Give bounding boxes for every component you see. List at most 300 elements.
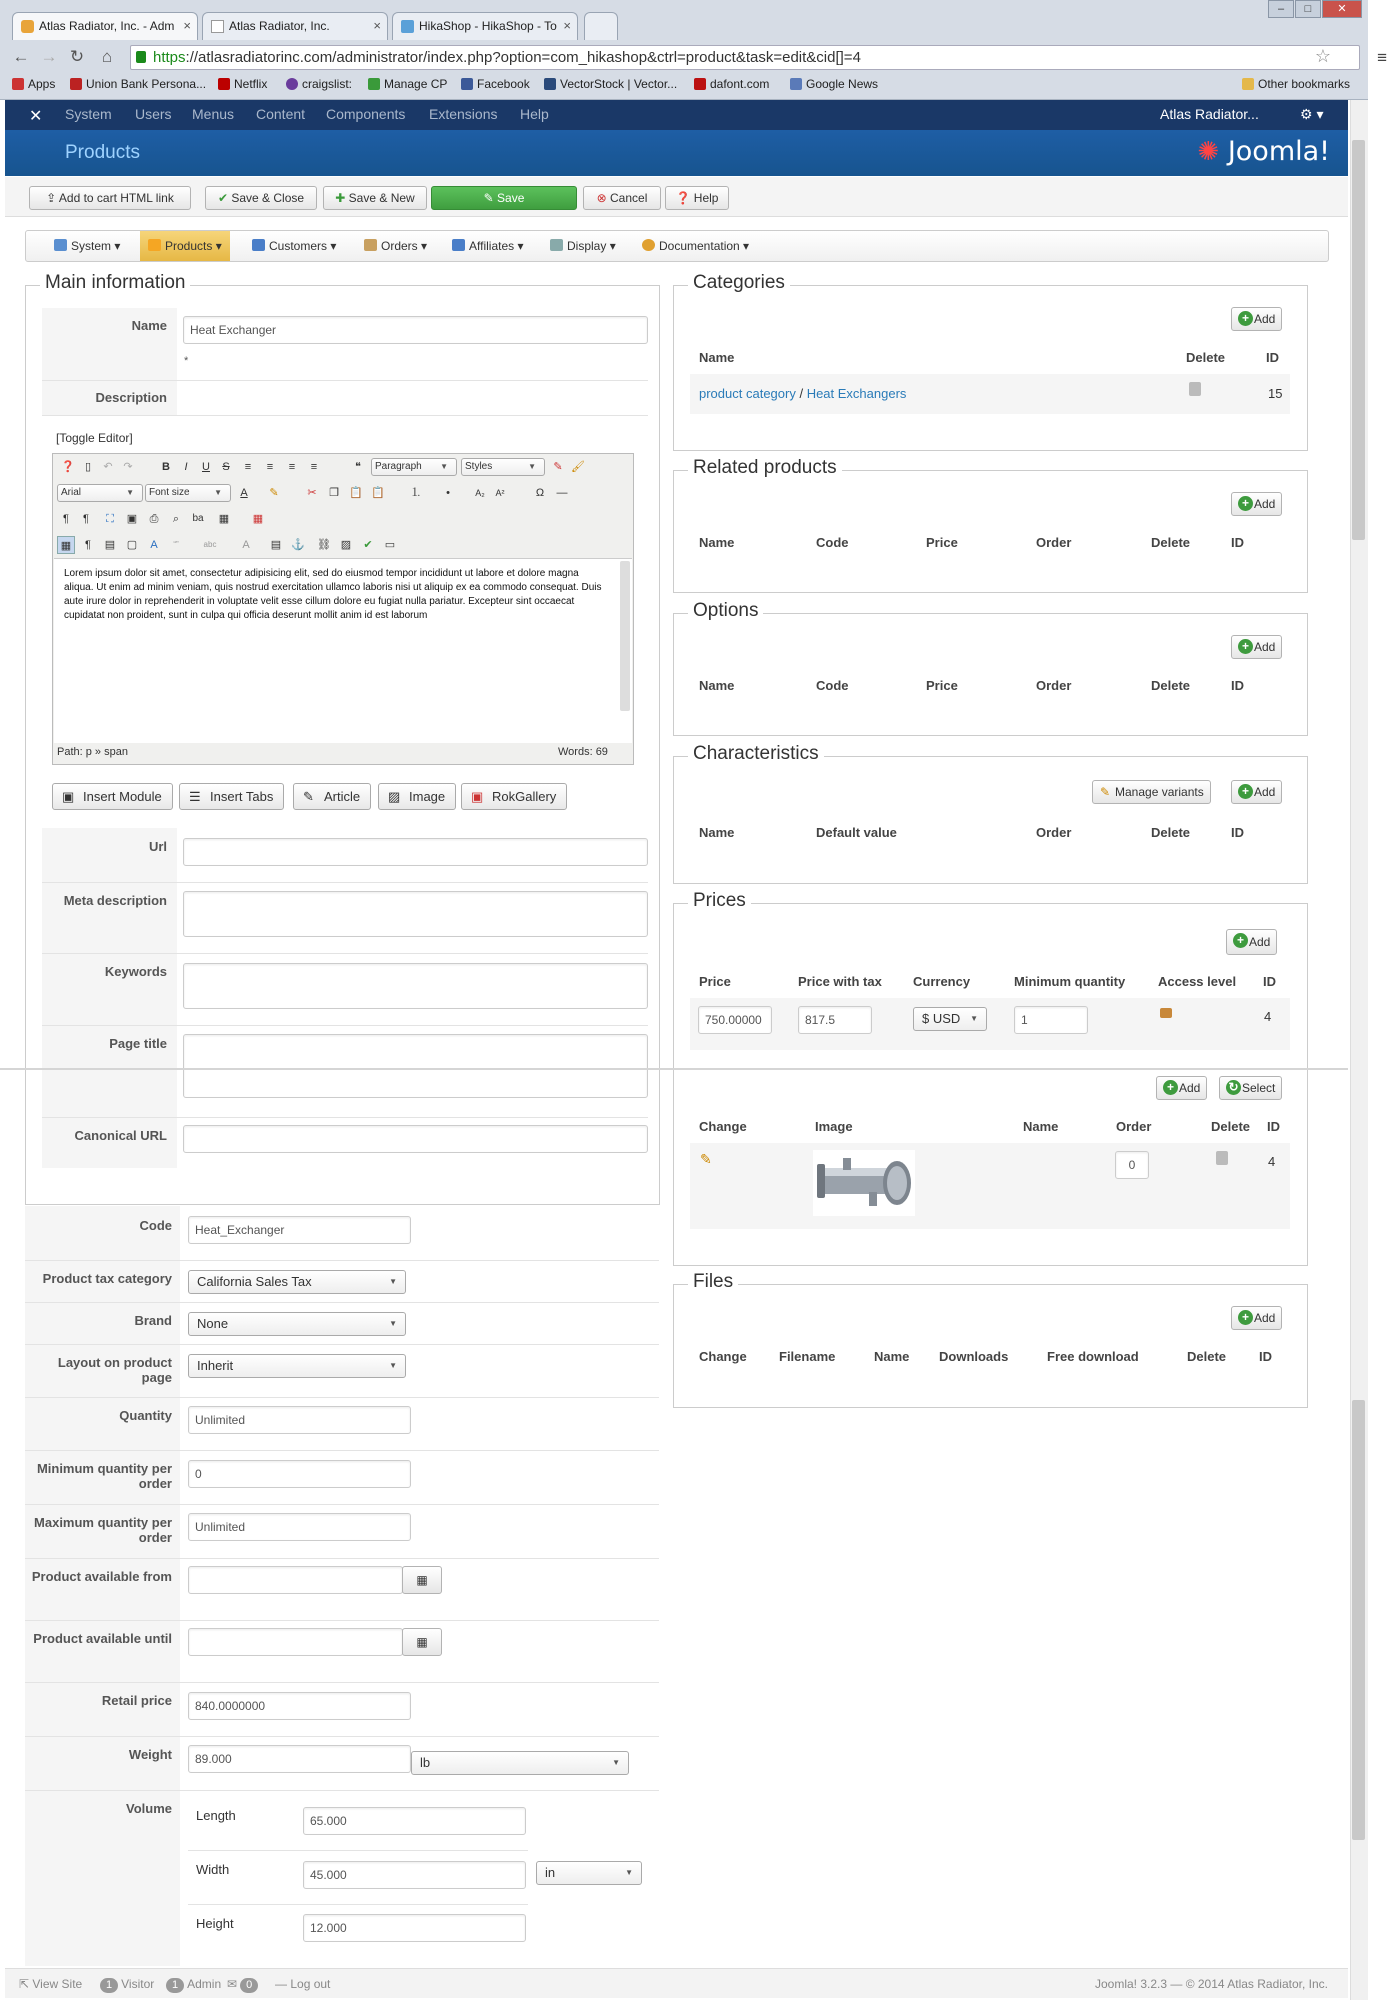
price-id: 4 xyxy=(1264,1009,1272,1024)
editor-path: Path: p » span xyxy=(57,746,128,758)
col-free-download: Free download xyxy=(1047,1349,1139,1364)
save-button[interactable]: ✎ Save xyxy=(431,186,577,210)
save-close-button[interactable]: ✔ Save & Close xyxy=(205,186,317,210)
url-input[interactable] xyxy=(183,838,648,866)
row-divider xyxy=(25,1558,659,1559)
rich-text-editor xyxy=(52,453,634,765)
col-delete: Delete xyxy=(1151,825,1191,840)
meta-description-textarea[interactable] xyxy=(183,891,648,937)
price-input[interactable]: 750.00000 xyxy=(698,1006,772,1034)
col-delete: Delete xyxy=(1187,1349,1227,1364)
length-label: Length xyxy=(196,1808,236,1823)
table-row xyxy=(690,1143,1290,1229)
numbered-list-icon[interactable]: ⒈ xyxy=(410,487,422,499)
col-id: ID xyxy=(1231,535,1244,550)
cleanup-icon[interactable]: 🖌 xyxy=(571,461,585,473)
spellcheck-icon[interactable]: A xyxy=(150,539,158,551)
italic-icon[interactable]: I xyxy=(184,461,188,473)
upload-icon: ⇪ xyxy=(46,191,59,205)
keywords-label: Keywords xyxy=(104,964,167,979)
rokgallery-icon: ▣ xyxy=(471,789,484,804)
weight-unit-select[interactable]: lb ▼ xyxy=(411,1751,629,1775)
add-price-button[interactable]: + Add xyxy=(1226,929,1277,955)
insert-module-button[interactable]: ▣ Insert Module xyxy=(52,783,173,810)
col-name: Name xyxy=(699,825,735,840)
help-button[interactable]: ❓ Help xyxy=(665,186,729,210)
min-quantity-price-input[interactable]: 1 xyxy=(1014,1006,1088,1034)
code-input[interactable]: Heat_Exchanger xyxy=(188,1216,411,1244)
folder-icon xyxy=(1242,78,1254,90)
col-price: Price xyxy=(699,974,731,989)
row-divider xyxy=(25,1450,659,1451)
files-fieldset xyxy=(673,1284,1308,1408)
page-title-textarea[interactable] xyxy=(183,1034,648,1098)
omega-icon[interactable]: Ω xyxy=(535,487,545,499)
strikethrough-icon[interactable]: S xyxy=(222,461,230,473)
bookmark-union-bank[interactable]: Union Bank Persona... xyxy=(70,77,206,91)
row-divider xyxy=(42,882,648,883)
dimension-unit-select[interactable]: in ▼ xyxy=(536,1861,642,1885)
add-icon: + xyxy=(1163,1080,1178,1095)
prices-legend: Prices xyxy=(688,890,751,912)
col-id: ID xyxy=(1267,1119,1280,1134)
bookmark-facebook[interactable]: Facebook xyxy=(461,77,530,91)
paste-icon[interactable]: 📋 xyxy=(349,487,363,499)
add-characteristic-button[interactable]: + Add xyxy=(1231,780,1282,804)
documentation-icon xyxy=(642,239,655,251)
col-order: Order xyxy=(1036,825,1072,840)
hika-menu-affiliates[interactable]: Affiliates ▾ xyxy=(444,231,532,261)
related-products-legend: Related products xyxy=(688,457,842,479)
col-downloads: Downloads xyxy=(939,1349,1009,1364)
options-legend: Options xyxy=(688,600,763,622)
col-id: ID xyxy=(1266,350,1279,365)
available-from-input[interactable] xyxy=(188,1566,403,1594)
find-icon[interactable]: ⌕ xyxy=(172,513,180,525)
row-divider xyxy=(42,1025,648,1026)
rokgallery-button[interactable]: ▣ RokGallery xyxy=(461,783,567,810)
messages-count: ✉ 0 xyxy=(227,1977,261,1993)
anchor-icon[interactable]: ⚓ xyxy=(291,539,305,551)
tax-category-label: Product tax category xyxy=(42,1271,172,1286)
tab-title: Atlas Radiator, Inc. xyxy=(229,19,330,33)
main-information-legend: Main information xyxy=(40,272,190,294)
col-change: Change xyxy=(699,1349,747,1364)
col-filename: Filename xyxy=(779,1349,836,1364)
category-path[interactable]: product category / Heat Exchangers xyxy=(699,386,907,401)
bookmark-star-icon[interactable]: ☆ xyxy=(1314,46,1331,66)
hikashop-favicon-icon xyxy=(401,20,414,33)
hika-menu-system[interactable]: System ▾ xyxy=(46,231,128,261)
hika-menu-orders[interactable]: Orders ▾ xyxy=(356,231,435,261)
calendar-from-button[interactable] xyxy=(402,1566,442,1594)
admin-count: 1 Admin xyxy=(163,1977,221,1993)
logout-link[interactable]: — Log out xyxy=(275,1977,331,1991)
page-title-label: Page title xyxy=(109,1036,167,1051)
editor-content-area[interactable] xyxy=(54,558,632,743)
highlight-icon[interactable]: ✎ xyxy=(269,487,279,499)
cite-icon[interactable]: “” xyxy=(173,540,179,549)
cut-icon[interactable]: ✂ xyxy=(307,487,317,499)
row-divider xyxy=(25,1397,659,1398)
col-code: Code xyxy=(816,678,849,693)
url-path: ://atlasradiatorinc.com/administrator/index.php?option=com_hikashop&ctrl=product&task=edit&cid[]=4 xyxy=(185,49,861,66)
menu-menus[interactable]: Menus xyxy=(192,106,235,122)
affiliates-icon xyxy=(452,239,465,251)
heat-exchanger-image xyxy=(813,1150,915,1216)
joomla-top-menu xyxy=(5,100,1348,130)
col-change: Change xyxy=(699,1119,747,1134)
browser-tab-site[interactable] xyxy=(202,12,388,40)
categories-fieldset xyxy=(673,285,1308,451)
add-icon: + xyxy=(1238,1310,1253,1325)
view-site-link[interactable]: ⇱ View Site xyxy=(19,1977,83,1991)
add-related-button[interactable]: + Add xyxy=(1231,492,1282,516)
calendar-until-button[interactable] xyxy=(402,1628,442,1656)
required-mark: * xyxy=(184,355,189,367)
insert-date-icon[interactable]: ✔ xyxy=(363,539,373,551)
hika-menu-display[interactable]: Display ▾ xyxy=(542,231,624,261)
address-bar[interactable] xyxy=(130,45,1387,70)
maximize-icon[interactable]: □ xyxy=(1295,0,1321,18)
menu-extensions[interactable]: Extensions xyxy=(429,106,498,122)
files-legend: Files xyxy=(688,1271,738,1293)
products-icon xyxy=(148,239,161,251)
help-icon[interactable]: ❓ xyxy=(61,461,75,473)
tools-icon xyxy=(54,239,67,251)
col-image: Image xyxy=(815,1119,853,1134)
col-delete: Delete xyxy=(1151,535,1191,550)
vectorstock-icon xyxy=(544,78,556,90)
bold-icon[interactable]: B xyxy=(162,461,170,473)
row-divider xyxy=(25,1504,659,1505)
category-id: 15 xyxy=(1268,386,1283,401)
gear-icon[interactable]: ⚙ ▾ xyxy=(1300,106,1324,122)
bookmark-vectorstock[interactable]: VectorStock | Vector... xyxy=(544,77,677,91)
col-name: Name xyxy=(699,535,735,550)
font-size-select[interactable]: Font size ▼ xyxy=(145,484,231,502)
edit-icon: ✎ xyxy=(483,191,498,205)
back-icon[interactable]: ← xyxy=(12,47,30,66)
page-favicon-icon xyxy=(211,20,224,33)
height-label: Height xyxy=(196,1916,234,1931)
add-icon: + xyxy=(1238,639,1253,654)
menu-components[interactable]: Components xyxy=(326,106,406,122)
module-icon: ▣ xyxy=(62,789,75,804)
editor-text: Lorem ipsum dolor sit amet, consectetur adipisicing elit, sed do eiusmod tempor incididunt ut labore et dolore magna aliqua. Ut enim ad minim veniam, quis nostrud exercitation ullamco laboris nisi ut aliquip ex ea commodo consequat. Duis aute irure dolor in reprehenderit in voluptate velit esse cillum dolore eu fugiat nulla pariatur. Excepteur sint occaecat cupidatat non proident, sunt in culpa qui officia deserunt mollit anim id est laborum xyxy=(64,568,602,621)
template-icon[interactable]: ▤ xyxy=(104,539,116,551)
row-divider xyxy=(42,1117,648,1118)
col-id: ID xyxy=(1259,1349,1272,1364)
height-input[interactable]: 12.000 xyxy=(303,1914,526,1942)
col-delete: Delete xyxy=(1186,350,1226,365)
col-min-quantity: Minimum quantity xyxy=(1014,974,1126,989)
joomla-logo: ✺ Joomla! xyxy=(1197,136,1330,167)
bookmark-manage-cp[interactable]: Manage CP xyxy=(368,77,447,91)
copyright-text: Joomla! 3.2.3 — © 2014 Atlas Radiator, Inc. xyxy=(1095,1977,1328,1991)
image-icon[interactable]: ▨ xyxy=(340,539,352,551)
brand-label: Brand xyxy=(134,1313,172,1328)
redo-icon[interactable]: ↷ xyxy=(123,461,133,473)
table-row xyxy=(690,998,1290,1050)
toolbar xyxy=(5,177,1348,217)
cancel-button[interactable]: ⊗ Cancel xyxy=(583,186,661,210)
retail-price-input[interactable]: 840.0000000 xyxy=(188,1692,411,1720)
attribs-icon[interactable]: ▤ xyxy=(270,539,282,551)
weight-input[interactable]: 89.000 xyxy=(188,1745,411,1773)
volume-label: Volume xyxy=(126,1801,172,1816)
layout-label: Layout on product page xyxy=(57,1355,172,1385)
align-right-icon[interactable]: ≡ xyxy=(288,461,296,473)
edit-image-icon[interactable]: ✎ xyxy=(700,1151,712,1167)
word-count: Words: 69 xyxy=(558,746,608,758)
add-icon: + xyxy=(1233,933,1248,948)
menu-users[interactable]: Users xyxy=(135,106,172,122)
page-title: Products xyxy=(65,142,140,163)
add-file-button[interactable]: + Add xyxy=(1231,1306,1282,1330)
home-icon[interactable]: ⌂ xyxy=(101,47,113,66)
print-icon[interactable]: ⎙ xyxy=(149,513,159,525)
question-icon: ❓ xyxy=(675,191,694,205)
link-icon[interactable]: ⛓ xyxy=(317,539,331,551)
bookmark-apps[interactable]: Apps xyxy=(12,77,55,91)
col-id: ID xyxy=(1231,678,1244,693)
name-label: Name xyxy=(131,318,167,333)
min-quantity-input[interactable]: 0 xyxy=(188,1460,411,1488)
clear-format-icon[interactable]: ✎ xyxy=(553,461,563,473)
reload-icon[interactable]: ↻ xyxy=(69,47,85,66)
add-option-button[interactable]: + Add xyxy=(1231,635,1282,659)
image-id: 4 xyxy=(1268,1154,1276,1169)
calendar-icon: ▦ xyxy=(416,1635,428,1649)
row-divider xyxy=(42,953,648,954)
canonical-url-input[interactable] xyxy=(183,1125,648,1153)
scrollbar-thumb[interactable] xyxy=(1352,1400,1365,1840)
hika-menu-documentation[interactable]: Documentation ▾ xyxy=(634,231,757,261)
bookmark-netflix[interactable]: Netflix xyxy=(218,77,267,91)
browser-tab-hikashop[interactable] xyxy=(392,12,578,40)
width-input[interactable]: 45.000 xyxy=(303,1861,526,1889)
close-tab-icon[interactable]: × xyxy=(183,18,191,33)
underline-icon[interactable]: U xyxy=(202,461,210,473)
justify-icon[interactable]: ≡ xyxy=(310,461,318,473)
keywords-textarea[interactable] xyxy=(183,963,648,1009)
visual-aid-icon[interactable]: ▢ xyxy=(126,539,138,551)
article-button[interactable]: ✎ Article xyxy=(293,783,371,810)
ltr-icon[interactable]: ¶ xyxy=(63,513,69,525)
add-image-button[interactable]: + Add xyxy=(1156,1076,1207,1100)
align-left-icon[interactable]: ≡ xyxy=(244,461,252,473)
row-divider xyxy=(25,1302,659,1303)
brand-select[interactable]: None ▼ xyxy=(188,1312,406,1336)
visitor-count: 1 Visitor xyxy=(97,1977,154,1993)
bookmark-craigslist[interactable]: craigslist: xyxy=(286,77,352,91)
length-input[interactable]: 65.000 xyxy=(303,1807,526,1835)
customers-icon xyxy=(252,239,265,251)
col-order: Order xyxy=(1036,535,1072,550)
quantity-input[interactable]: Unlimited xyxy=(188,1406,411,1434)
superscript-icon[interactable]: A² xyxy=(495,488,505,498)
width-label: Width xyxy=(196,1862,230,1877)
dafont-icon xyxy=(694,78,706,90)
trash-icon[interactable] xyxy=(1189,382,1201,396)
tab-title: Atlas Radiator, Inc. - Adm xyxy=(39,19,175,33)
col-price: Price xyxy=(926,535,958,550)
preview-icon[interactable]: ▣ xyxy=(126,513,138,525)
show-blocks-icon[interactable]: ¶ xyxy=(85,539,91,551)
blockquote-icon[interactable]: ❝ xyxy=(355,461,361,473)
article-icon: ✎ xyxy=(303,789,314,804)
add-category-button[interactable]: + Add xyxy=(1231,307,1282,331)
bullet-list-icon[interactable]: • xyxy=(446,487,450,499)
rtl-icon[interactable]: ¶ xyxy=(83,513,89,525)
new-tab-button[interactable] xyxy=(584,12,618,40)
paragraph-select[interactable]: Paragraph ▼ xyxy=(371,458,457,476)
strike-icon[interactable]: A xyxy=(242,539,250,551)
name-input[interactable]: Heat Exchanger xyxy=(183,316,648,344)
min-quantity-label: Minimum quantity per order xyxy=(36,1461,172,1491)
table-icon[interactable]: ▦ xyxy=(57,536,75,554)
joomla-title-bar xyxy=(5,130,1348,176)
col-name: Name xyxy=(699,678,735,693)
col-price-with-tax: Price with tax xyxy=(798,974,882,989)
joomla-favicon-icon xyxy=(21,20,34,33)
image-icon: ▨ xyxy=(388,789,401,804)
tab-title: HikaShop - HikaShop - To xyxy=(419,19,557,33)
save-new-button[interactable]: ✚ Save & New xyxy=(323,186,427,210)
apps-icon xyxy=(12,78,24,90)
row-divider xyxy=(42,415,648,416)
bank-icon xyxy=(70,78,82,90)
hikashop-menu xyxy=(25,230,1329,262)
joomla-icon[interactable]: ✕ xyxy=(29,108,43,125)
col-delete: Delete xyxy=(1211,1119,1251,1134)
hika-menu-products[interactable]: Products ▾ xyxy=(140,231,230,261)
canonical-url-label: Canonical URL xyxy=(74,1128,167,1143)
row-divider xyxy=(188,1850,528,1851)
add-to-cart-link-button[interactable]: ⇪ Add to cart HTML link xyxy=(29,186,191,210)
add-icon: + xyxy=(1238,784,1253,799)
col-access-level: Access level xyxy=(1158,974,1237,989)
fullscreen-icon[interactable]: ⛶ xyxy=(106,513,114,525)
col-name: Name xyxy=(874,1349,910,1364)
font-select[interactable]: Arial ▼ xyxy=(57,484,143,502)
subscript-icon[interactable]: A₂ xyxy=(475,488,485,498)
bookmark-dafont[interactable]: dafont.com xyxy=(694,77,769,91)
layout-select[interactable]: Inherit ▼ xyxy=(188,1354,406,1378)
check-icon: ✔ xyxy=(217,191,232,205)
insert-layer-icon[interactable]: ▦ xyxy=(218,513,230,525)
available-until-input[interactable] xyxy=(188,1628,403,1656)
description-label: Description xyxy=(95,390,167,405)
replace-icon[interactable]: ba xyxy=(192,513,204,524)
image-order-input[interactable]: 0 xyxy=(1115,1151,1149,1179)
styles-select[interactable]: Styles ▼ xyxy=(461,458,545,476)
max-quantity-label: Maximum quantity per order xyxy=(34,1515,172,1545)
media-icon[interactable]: ▭ xyxy=(384,539,396,551)
text-color-icon[interactable]: A xyxy=(240,487,248,499)
row-divider xyxy=(25,1260,659,1261)
browser-tab-admin[interactable] xyxy=(12,12,198,40)
tabs-icon: ☰ xyxy=(189,789,201,804)
news-icon xyxy=(790,78,802,90)
col-delete: Delete xyxy=(1151,678,1191,693)
cancel-icon: ⊗ xyxy=(596,191,611,205)
image-button[interactable]: ▨ Image xyxy=(378,783,456,810)
user-menu[interactable]: Atlas Radiator... xyxy=(1160,106,1259,122)
bookmark-other[interactable]: Other bookmarks xyxy=(1242,77,1350,91)
max-quantity-input[interactable]: Unlimited xyxy=(188,1513,411,1541)
menu-icon[interactable]: ≡ xyxy=(1377,48,1387,67)
row-divider xyxy=(25,1620,659,1621)
tax-category-select[interactable]: California Sales Tax ▼ xyxy=(188,1270,406,1294)
forward-icon[interactable]: → xyxy=(40,47,58,66)
paste-text-icon[interactable]: 📋 xyxy=(371,487,385,499)
trash-icon[interactable] xyxy=(1216,1151,1228,1165)
code-label: Code xyxy=(139,1218,172,1233)
manage-variants-button[interactable]: ✎ Manage variants xyxy=(1092,780,1211,804)
horizontal-rule-icon[interactable]: — xyxy=(556,487,568,499)
peace-icon xyxy=(286,78,298,90)
orders-icon xyxy=(364,239,377,251)
hika-menu-customers[interactable]: Customers ▾ xyxy=(244,231,344,261)
abbr-icon[interactable]: abc xyxy=(203,540,217,549)
bookmark-google-news[interactable]: Google News xyxy=(790,77,878,91)
col-order: Order xyxy=(1036,678,1072,693)
align-center-icon[interactable]: ≡ xyxy=(266,461,274,473)
quantity-label: Quantity xyxy=(119,1408,172,1423)
url-label: Url xyxy=(148,839,167,854)
col-currency: Currency xyxy=(913,974,971,989)
copy-icon[interactable]: ❐ xyxy=(329,487,339,499)
currency-select[interactable]: $ USD ▼ xyxy=(913,1007,987,1031)
available-from-label: Product available from xyxy=(31,1569,172,1584)
display-icon xyxy=(550,239,563,251)
close-tab-icon[interactable]: × xyxy=(373,18,381,33)
delete-layer-icon[interactable]: ▦ xyxy=(252,513,264,525)
scrollbar-thumb[interactable] xyxy=(1352,140,1365,540)
menu-content[interactable]: Content xyxy=(256,106,306,122)
product-thumbnail[interactable] xyxy=(813,1150,915,1216)
minimize-icon[interactable]: – xyxy=(1268,0,1294,18)
editor-scrollbar[interactable] xyxy=(620,561,630,711)
close-tab-icon[interactable]: × xyxy=(563,18,571,33)
characteristics-legend: Characteristics xyxy=(688,743,824,765)
toggle-editor-link[interactable]: [Toggle Editor] xyxy=(56,431,133,445)
price-with-tax-input[interactable]: 817.5 xyxy=(798,1006,872,1034)
weight-label: Weight xyxy=(128,1747,172,1762)
menu-system[interactable]: System xyxy=(65,106,112,122)
close-window-icon[interactable]: ✕ xyxy=(1322,0,1362,18)
new-document-icon[interactable]: ▯ xyxy=(84,461,92,473)
select-icon: ↻ xyxy=(1226,1080,1241,1095)
col-id: ID xyxy=(1263,974,1276,989)
access-level-icon[interactable] xyxy=(1160,1008,1172,1018)
mail-icon: ✉ xyxy=(227,1977,238,1991)
select-image-button[interactable]: ↻ Select xyxy=(1219,1076,1282,1100)
browser-chrome xyxy=(0,0,1387,100)
options-fieldset xyxy=(673,613,1308,736)
col-id: ID xyxy=(1231,825,1244,840)
meta-description-label: Meta description xyxy=(63,893,167,908)
url-scheme: https xyxy=(153,49,186,66)
insert-tabs-button[interactable]: ☰ Insert Tabs xyxy=(179,783,284,810)
characteristics-fieldset xyxy=(673,756,1308,884)
menu-help[interactable]: Help xyxy=(520,106,549,122)
bookmarks-bar xyxy=(0,73,1368,97)
undo-icon[interactable]: ↶ xyxy=(103,461,113,473)
row-divider xyxy=(25,1790,659,1791)
